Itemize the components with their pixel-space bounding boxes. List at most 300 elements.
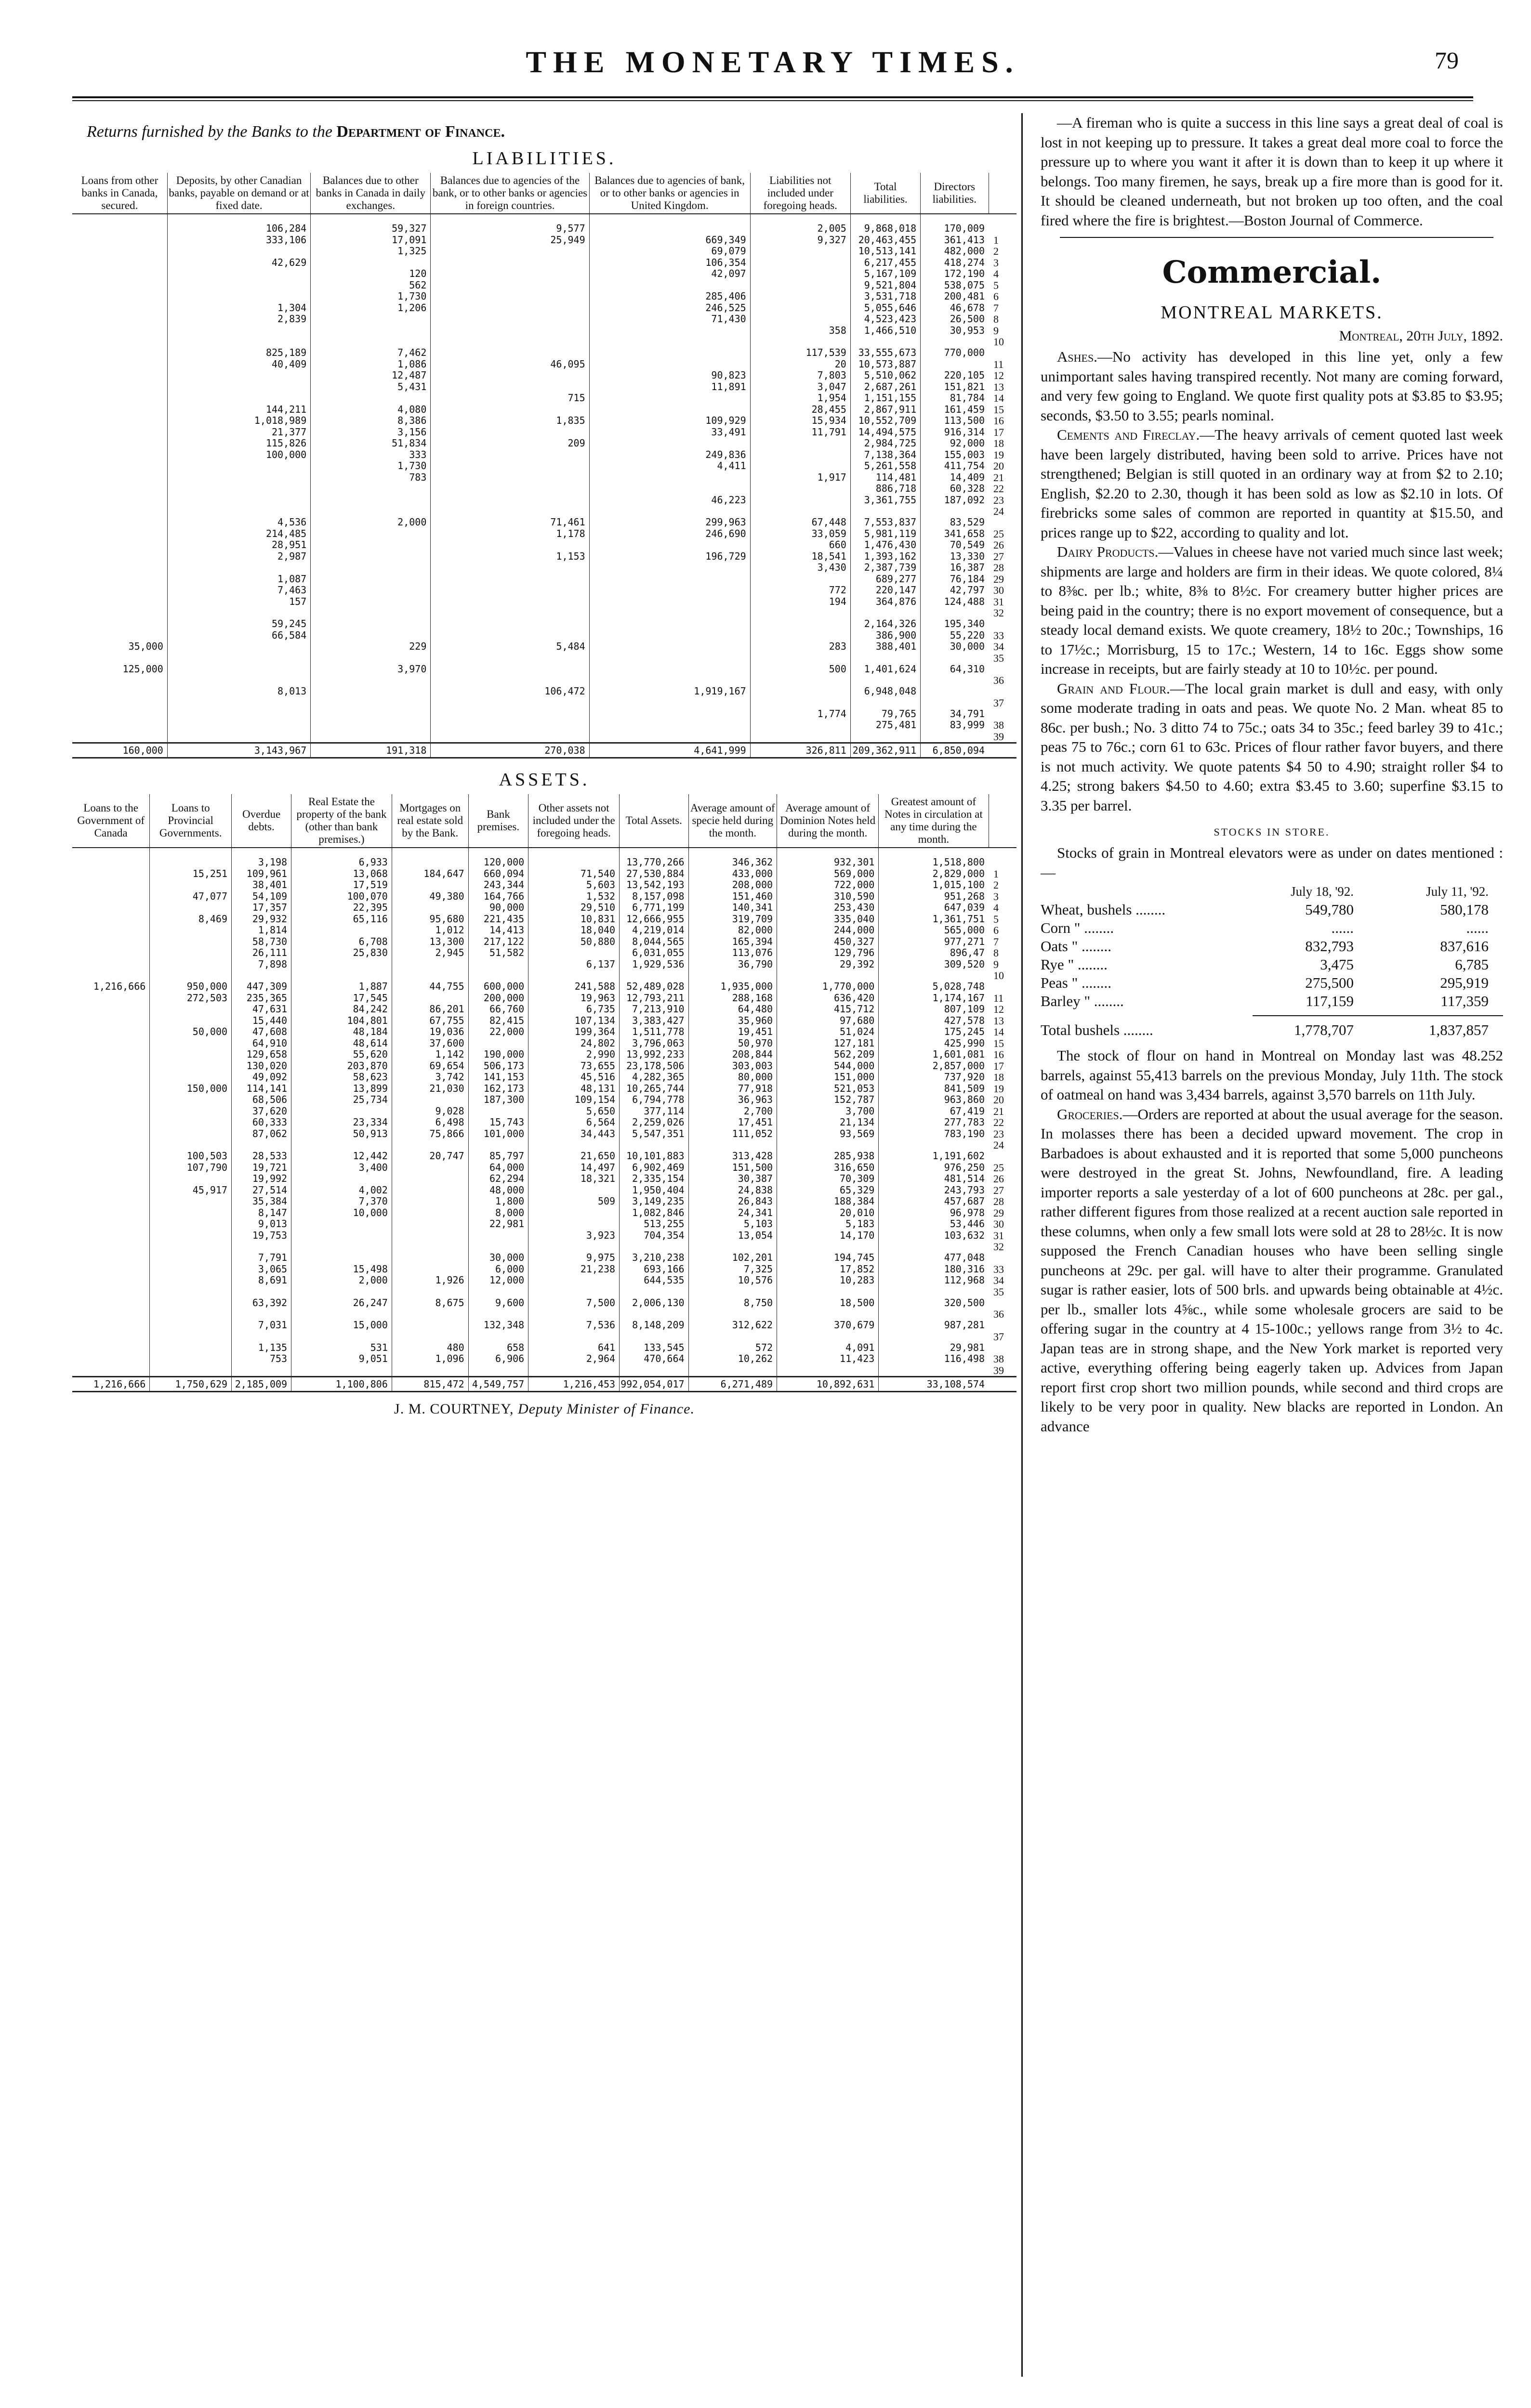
table-cell: 6,771,199 — [620, 902, 688, 914]
table-row — [72, 336, 1016, 347]
table-cell: 71,540 — [528, 868, 620, 880]
stocks-cell: 837,616 — [1440, 938, 1489, 955]
table-cell — [311, 495, 431, 506]
row-number: 2 — [993, 245, 999, 258]
table-cell — [589, 630, 750, 641]
table-cell: 572 — [688, 1342, 777, 1354]
table-cell: 46,223 — [589, 495, 750, 506]
table-cell — [431, 731, 589, 743]
table-cell: 7,138,364 — [850, 449, 920, 461]
table-cell — [72, 551, 167, 563]
table-cell: 1,216,666 — [93, 981, 146, 993]
table-cell — [167, 708, 310, 720]
table-cell: 6,794,778 — [620, 1094, 688, 1106]
table-cell: 12,000 — [468, 1275, 528, 1286]
table-cell: 2,006,130 — [620, 1297, 688, 1309]
row-number: 22 — [993, 1116, 1004, 1129]
table-cell — [528, 1218, 620, 1230]
table-cell: 175,245 — [879, 1026, 989, 1038]
row-number: 31 — [993, 1229, 1004, 1242]
table-cell: 1,950,404 — [620, 1185, 688, 1196]
total-row — [72, 743, 1016, 758]
table-row — [72, 1004, 1016, 1015]
table-cell — [291, 848, 392, 857]
table-cell: 67,419 — [879, 1106, 989, 1117]
total-cell: 1,750,629 — [150, 1377, 232, 1392]
table-cell: 411,754 — [921, 460, 989, 472]
table-cell — [150, 879, 232, 891]
table-cell — [167, 370, 310, 381]
liabilities-col-header: Liabilities not included under foregoing heads. — [750, 173, 850, 214]
table-cell — [392, 1331, 468, 1342]
table-cell: 1,087 — [167, 574, 310, 585]
stocks-cell: Peas " ........ — [1041, 974, 1111, 991]
table-cell: 285,938 — [777, 1151, 879, 1162]
table-cell: 106,284 — [167, 223, 310, 235]
table-cell: 8,147 — [232, 1207, 291, 1219]
table-cell: 7,031 — [232, 1320, 291, 1331]
table-cell — [921, 686, 989, 697]
table-cell: 1,887 — [291, 981, 392, 993]
table-row — [72, 325, 1016, 337]
table-cell: 841,509 — [879, 1083, 989, 1095]
table-cell: 6,000 — [468, 1264, 528, 1275]
table-row — [72, 731, 1016, 743]
table-cell: 45,917 — [150, 1185, 232, 1196]
table-cell: 51,834 — [311, 438, 431, 449]
table-cell — [72, 1117, 150, 1128]
table-cell: 319,709 — [688, 914, 777, 925]
table-cell — [750, 291, 850, 302]
table-cell — [777, 1331, 879, 1342]
table-cell — [72, 539, 167, 551]
table-cell: 10,831 — [528, 914, 620, 925]
table-cell: 6,031,055 — [620, 947, 688, 959]
table-cell: 114,481 — [850, 472, 920, 484]
table-cell — [431, 697, 589, 708]
table-cell: 783 — [311, 472, 431, 484]
table-cell — [150, 970, 232, 981]
total-cell: 1,216,666 — [72, 1377, 150, 1392]
table-cell: 7,462 — [311, 347, 431, 359]
table-cell — [167, 381, 310, 393]
table-cell: 1,917 — [750, 472, 850, 484]
row-number — [989, 618, 1016, 630]
table-cell — [150, 848, 232, 857]
table-cell: 447,309 — [232, 981, 291, 993]
stocks-title: STOCKS IN STORE. — [1214, 826, 1330, 838]
table-cell — [392, 902, 468, 914]
table-cell: 17,451 — [688, 1117, 777, 1128]
table-cell: 23,178,506 — [620, 1060, 688, 1072]
table-cell — [72, 1139, 150, 1151]
table-cell: 388,401 — [850, 641, 920, 653]
table-cell: 1,814 — [232, 925, 291, 936]
table-cell — [150, 1038, 232, 1049]
table-row — [72, 925, 1016, 936]
table-cell — [528, 1331, 620, 1342]
table-cell — [589, 325, 750, 337]
ashes-paragraph: Ashes.—No activity has developed in this line yet, only a few unimportant sales having transpired recently. Not many are coming forward, and very few going to England. We quote first quality pots at $3.85 to $3.95; seconds, $3.50 to 3.55; pearls nominal. — [1041, 348, 1503, 424]
table-cell: 8,469 — [150, 914, 232, 925]
assets-col-header: Loans to the Government of Canada — [72, 794, 150, 848]
table-cell: 109,929 — [589, 415, 750, 427]
table-cell — [921, 359, 989, 370]
table-cell — [72, 359, 167, 370]
table-cell — [232, 1331, 291, 1342]
row-number: 6 — [993, 924, 999, 937]
stocks-cell: ...... — [1331, 919, 1354, 936]
table-cell: 7,536 — [528, 1320, 620, 1331]
table-cell — [167, 246, 310, 257]
row-number: 6 — [993, 290, 999, 303]
table-cell: 35,384 — [232, 1196, 291, 1207]
liabilities-col-header: Balances due to other banks in Canada in daily exchanges. — [311, 173, 431, 214]
table-cell — [167, 483, 310, 495]
table-cell: 3,742 — [392, 1072, 468, 1083]
table-cell: 209 — [431, 438, 589, 449]
table-cell: 963,860 — [879, 1094, 989, 1106]
table-cell — [150, 1173, 232, 1185]
table-cell: 144,211 — [167, 404, 310, 416]
table-cell — [750, 268, 850, 280]
table-cell: 8,157,098 — [620, 891, 688, 903]
row-number: 1 — [993, 234, 999, 246]
row-number: 3 — [993, 256, 999, 269]
table-cell — [468, 959, 528, 970]
table-row — [72, 1151, 1016, 1162]
table-cell — [392, 1252, 468, 1264]
table-cell: 114,141 — [232, 1083, 291, 1095]
total-cell: 1,216,453 — [528, 1377, 620, 1392]
row-number: 8 — [993, 947, 999, 959]
table-cell: 76,184 — [921, 574, 989, 585]
table-cell — [72, 708, 167, 720]
table-cell: 200,000 — [468, 993, 528, 1004]
table-cell — [72, 449, 167, 461]
table-cell — [392, 1173, 468, 1185]
table-cell — [431, 539, 589, 551]
table-cell — [291, 1309, 392, 1320]
table-cell: 129,796 — [777, 947, 879, 959]
table-cell — [850, 653, 920, 664]
table-cell — [72, 1128, 150, 1140]
table-cell — [311, 528, 431, 540]
table-cell: 1,730 — [311, 460, 431, 472]
table-cell: 87,062 — [232, 1128, 291, 1140]
table-cell: 54,109 — [232, 891, 291, 903]
table-cell: 704,354 — [620, 1230, 688, 1242]
table-row — [72, 686, 1016, 697]
table-cell: 60,328 — [921, 483, 989, 495]
table-cell: 10,513,141 — [850, 246, 920, 257]
table-cell: 14,413 — [468, 925, 528, 936]
table-cell: 208,844 — [688, 1049, 777, 1060]
row-number: 22 — [993, 483, 1004, 495]
row-number: 37 — [993, 1330, 1004, 1343]
table-cell — [431, 607, 589, 618]
table-cell: 129,658 — [232, 1049, 291, 1060]
table-cell: 14,170 — [777, 1230, 879, 1242]
table-cell: 68,506 — [232, 1094, 291, 1106]
table-cell — [167, 731, 310, 743]
row-number: 26 — [993, 1173, 1004, 1185]
table-cell — [468, 1106, 528, 1117]
table-cell: 341,658 — [921, 528, 989, 540]
table-cell — [750, 449, 850, 461]
table-cell: 3,156 — [311, 427, 431, 438]
table-cell — [72, 347, 167, 359]
table-cell: 562 — [311, 280, 431, 291]
row-number: 19 — [993, 1082, 1004, 1095]
table-cell — [528, 1286, 620, 1297]
table-cell: 107,790 — [150, 1162, 232, 1174]
table-cell — [72, 618, 167, 630]
table-cell — [850, 506, 920, 517]
liabilities-col-header: Balances due to agencies of the bank, or to other banks or agencies in foreign countries. — [431, 173, 589, 214]
table-cell — [392, 857, 468, 868]
table-cell: 427,578 — [879, 1015, 989, 1027]
stocks-row — [1041, 955, 1503, 974]
table-cell — [431, 291, 589, 302]
table-cell — [589, 223, 750, 235]
table-cell — [468, 848, 528, 857]
table-cell — [589, 641, 750, 653]
table-cell: 916,314 — [921, 427, 989, 438]
table-cell: 11,423 — [777, 1353, 879, 1365]
table-cell: 500 — [750, 664, 850, 675]
table-cell — [291, 1331, 392, 1342]
table-cell — [72, 415, 167, 427]
table-cell: 53,446 — [879, 1218, 989, 1230]
table-cell: 8,691 — [232, 1275, 291, 1286]
table-cell — [392, 1230, 468, 1242]
table-cell: 66,584 — [167, 630, 310, 641]
table-cell — [72, 970, 150, 981]
row-number: 9 — [993, 324, 999, 337]
table-cell — [620, 1309, 688, 1320]
table-cell: 19,721 — [232, 1162, 291, 1174]
table-row — [72, 1353, 1016, 1365]
table-row — [72, 1275, 1016, 1286]
table-cell — [72, 280, 167, 291]
table-row — [72, 460, 1016, 472]
table-row — [72, 879, 1016, 891]
table-cell: 19,036 — [392, 1026, 468, 1038]
table-cell: 2,857,000 — [879, 1060, 989, 1072]
table-cell: 15,251 — [150, 868, 232, 880]
table-cell: 58,623 — [291, 1072, 392, 1083]
table-cell: 120,000 — [468, 857, 528, 868]
table-cell: 103,632 — [879, 1230, 989, 1242]
table-cell — [879, 1241, 989, 1252]
table-cell: 106,354 — [589, 257, 750, 269]
table-cell — [392, 993, 468, 1004]
table-row — [72, 618, 1016, 630]
table-cell: 19,963 — [528, 993, 620, 1004]
table-cell — [150, 947, 232, 959]
table-cell — [589, 653, 750, 664]
table-cell: 6,948,048 — [850, 686, 920, 697]
table-cell: 641 — [528, 1342, 620, 1354]
table-cell — [688, 970, 777, 981]
table-cell: 30,953 — [921, 325, 989, 337]
row-number: 27 — [993, 1184, 1004, 1196]
table-cell: 113,500 — [921, 415, 989, 427]
table-cell — [589, 336, 750, 347]
table-cell — [528, 1365, 620, 1377]
table-cell — [392, 1320, 468, 1331]
table-cell — [688, 1331, 777, 1342]
table-cell: 194 — [750, 596, 850, 608]
table-cell — [528, 1185, 620, 1196]
table-cell — [589, 675, 750, 686]
table-cell — [232, 1241, 291, 1252]
table-cell — [528, 1207, 620, 1219]
table-cell — [392, 1162, 468, 1174]
table-row — [72, 720, 1016, 731]
table-cell: 15,000 — [291, 1320, 392, 1331]
table-cell — [392, 1241, 468, 1252]
table-cell: 569,000 — [777, 868, 879, 880]
table-cell — [589, 393, 750, 404]
table-cell: 47,631 — [232, 1004, 291, 1015]
table-cell: 3,923 — [528, 1230, 620, 1242]
commercial-heading: Commercial. — [1162, 254, 1382, 290]
table-cell: 28,533 — [232, 1151, 291, 1162]
liabilities-col-header: Directors liabilities. — [921, 173, 989, 214]
table-cell — [72, 214, 167, 223]
table-cell: 66,760 — [468, 1004, 528, 1015]
table-cell — [431, 325, 589, 337]
table-cell — [311, 506, 431, 517]
table-cell — [150, 857, 232, 868]
table-cell — [232, 848, 291, 857]
row-number: 23 — [993, 1127, 1004, 1140]
table-cell: 86,201 — [392, 1004, 468, 1015]
table-cell — [72, 947, 150, 959]
table-cell — [72, 325, 167, 337]
table-cell: 313,428 — [688, 1151, 777, 1162]
table-cell: 17,519 — [291, 879, 392, 891]
table-cell — [72, 1241, 150, 1252]
table-row — [72, 415, 1016, 427]
table-cell — [72, 314, 167, 325]
table-cell: 277,783 — [879, 1117, 989, 1128]
table-cell — [879, 1139, 989, 1151]
table-cell — [291, 959, 392, 970]
table-cell: 21,030 — [392, 1083, 468, 1095]
table-row — [72, 891, 1016, 903]
grain-paragraph: Grain and Flour.—The local grain market is dull and easy, with only some moderate trading in oats and peas. We quote No. 2 Man. wheat 85 to 86c. per bush.; No. 3 ditto 74 to 75c.; oats 34 to 35c.; feed barley 39 to 41c.; peas 75 to 76c.; corn 61 to 63c. Prices of flour rather favor buyers, and there is not much activity. We quote patents $4 50 to 4.90; straight roller $4 to 4.25; strong bakers $4.50 to 4.60; extra $3.45 to 3.60; superfine $3.15 to 3.35 per barrel. — [1041, 680, 1503, 814]
table-cell: 2,000 — [311, 517, 431, 528]
table-cell: 3,383,427 — [620, 1015, 688, 1027]
table-cell: 658 — [468, 1342, 528, 1354]
table-cell — [311, 585, 431, 596]
row-number: 11 — [993, 358, 1004, 370]
table-cell: 162,173 — [468, 1083, 528, 1095]
table-cell: 15,934 — [750, 415, 850, 427]
table-cell: 10,101,883 — [620, 1151, 688, 1162]
table-cell: 235,365 — [232, 993, 291, 1004]
table-cell — [72, 393, 167, 404]
table-cell: 124,488 — [921, 596, 989, 608]
table-cell — [850, 607, 920, 618]
table-cell: 5,547,351 — [620, 1128, 688, 1140]
stocks-table — [1041, 882, 1503, 1039]
table-cell — [921, 336, 989, 347]
table-cell — [688, 1241, 777, 1252]
table-row — [72, 438, 1016, 449]
table-cell — [167, 336, 310, 347]
table-cell: 10,283 — [777, 1275, 879, 1286]
table-cell — [392, 1286, 468, 1297]
table-cell: 1,926 — [392, 1275, 468, 1286]
table-cell — [291, 925, 392, 936]
table-cell: 660,094 — [468, 868, 528, 880]
table-row — [72, 630, 1016, 641]
row-number: 4 — [993, 902, 999, 914]
row-number: 37 — [993, 696, 1004, 709]
table-cell — [291, 1241, 392, 1252]
table-cell: 77,918 — [688, 1083, 777, 1095]
table-row — [72, 495, 1016, 506]
table-cell: 22,981 — [468, 1218, 528, 1230]
stocks-cell: 3,475 — [1320, 956, 1354, 973]
table-cell — [879, 1331, 989, 1342]
table-cell: 5,981,119 — [850, 528, 920, 540]
stocks-intro: Stocks of grain in Montreal elevators were as under on dates mentioned :— — [1041, 844, 1503, 881]
table-cell: 1,532 — [528, 891, 620, 903]
table-cell: 13,770,266 — [620, 857, 688, 868]
stocks-col-july18: July 18, '92. — [1291, 884, 1354, 899]
table-cell: 82,415 — [468, 1015, 528, 1027]
table-cell: 45,516 — [528, 1072, 620, 1083]
table-cell — [879, 848, 989, 857]
table-cell: 40,409 — [167, 359, 310, 370]
table-cell — [431, 257, 589, 269]
table-cell — [150, 1264, 232, 1275]
table-cell: 600,000 — [468, 981, 528, 993]
table-cell: 5,510,062 — [850, 370, 920, 381]
table-cell — [850, 731, 920, 743]
table-cell — [167, 720, 310, 731]
table-cell — [589, 607, 750, 618]
row-number: 14 — [993, 1026, 1004, 1038]
table-cell: 361,413 — [921, 235, 989, 246]
table-cell: 9,600 — [468, 1297, 528, 1309]
table-cell — [528, 848, 620, 857]
table-cell: 415,712 — [777, 1004, 879, 1015]
table-cell: 62,294 — [468, 1173, 528, 1185]
table-cell — [72, 370, 167, 381]
table-cell: 4,080 — [311, 404, 431, 416]
table-cell: 151,821 — [921, 381, 989, 393]
table-cell — [72, 302, 167, 314]
table-cell — [72, 891, 150, 903]
table-cell: 1,770,000 — [777, 981, 879, 993]
table-cell: 44,755 — [392, 981, 468, 993]
table-cell: 1,174,167 — [879, 993, 989, 1004]
assets-col-header: Average amount of specie held during the month. — [688, 794, 777, 848]
table-cell: 133,545 — [620, 1342, 688, 1354]
table-cell — [431, 495, 589, 506]
table-cell: 4,523,423 — [850, 314, 920, 325]
table-cell — [291, 1286, 392, 1297]
row-number: 17 — [993, 426, 1004, 438]
table-cell: 1,191,602 — [879, 1151, 989, 1162]
assets-col-header: Other assets not included under the foregoing heads. — [528, 794, 620, 848]
